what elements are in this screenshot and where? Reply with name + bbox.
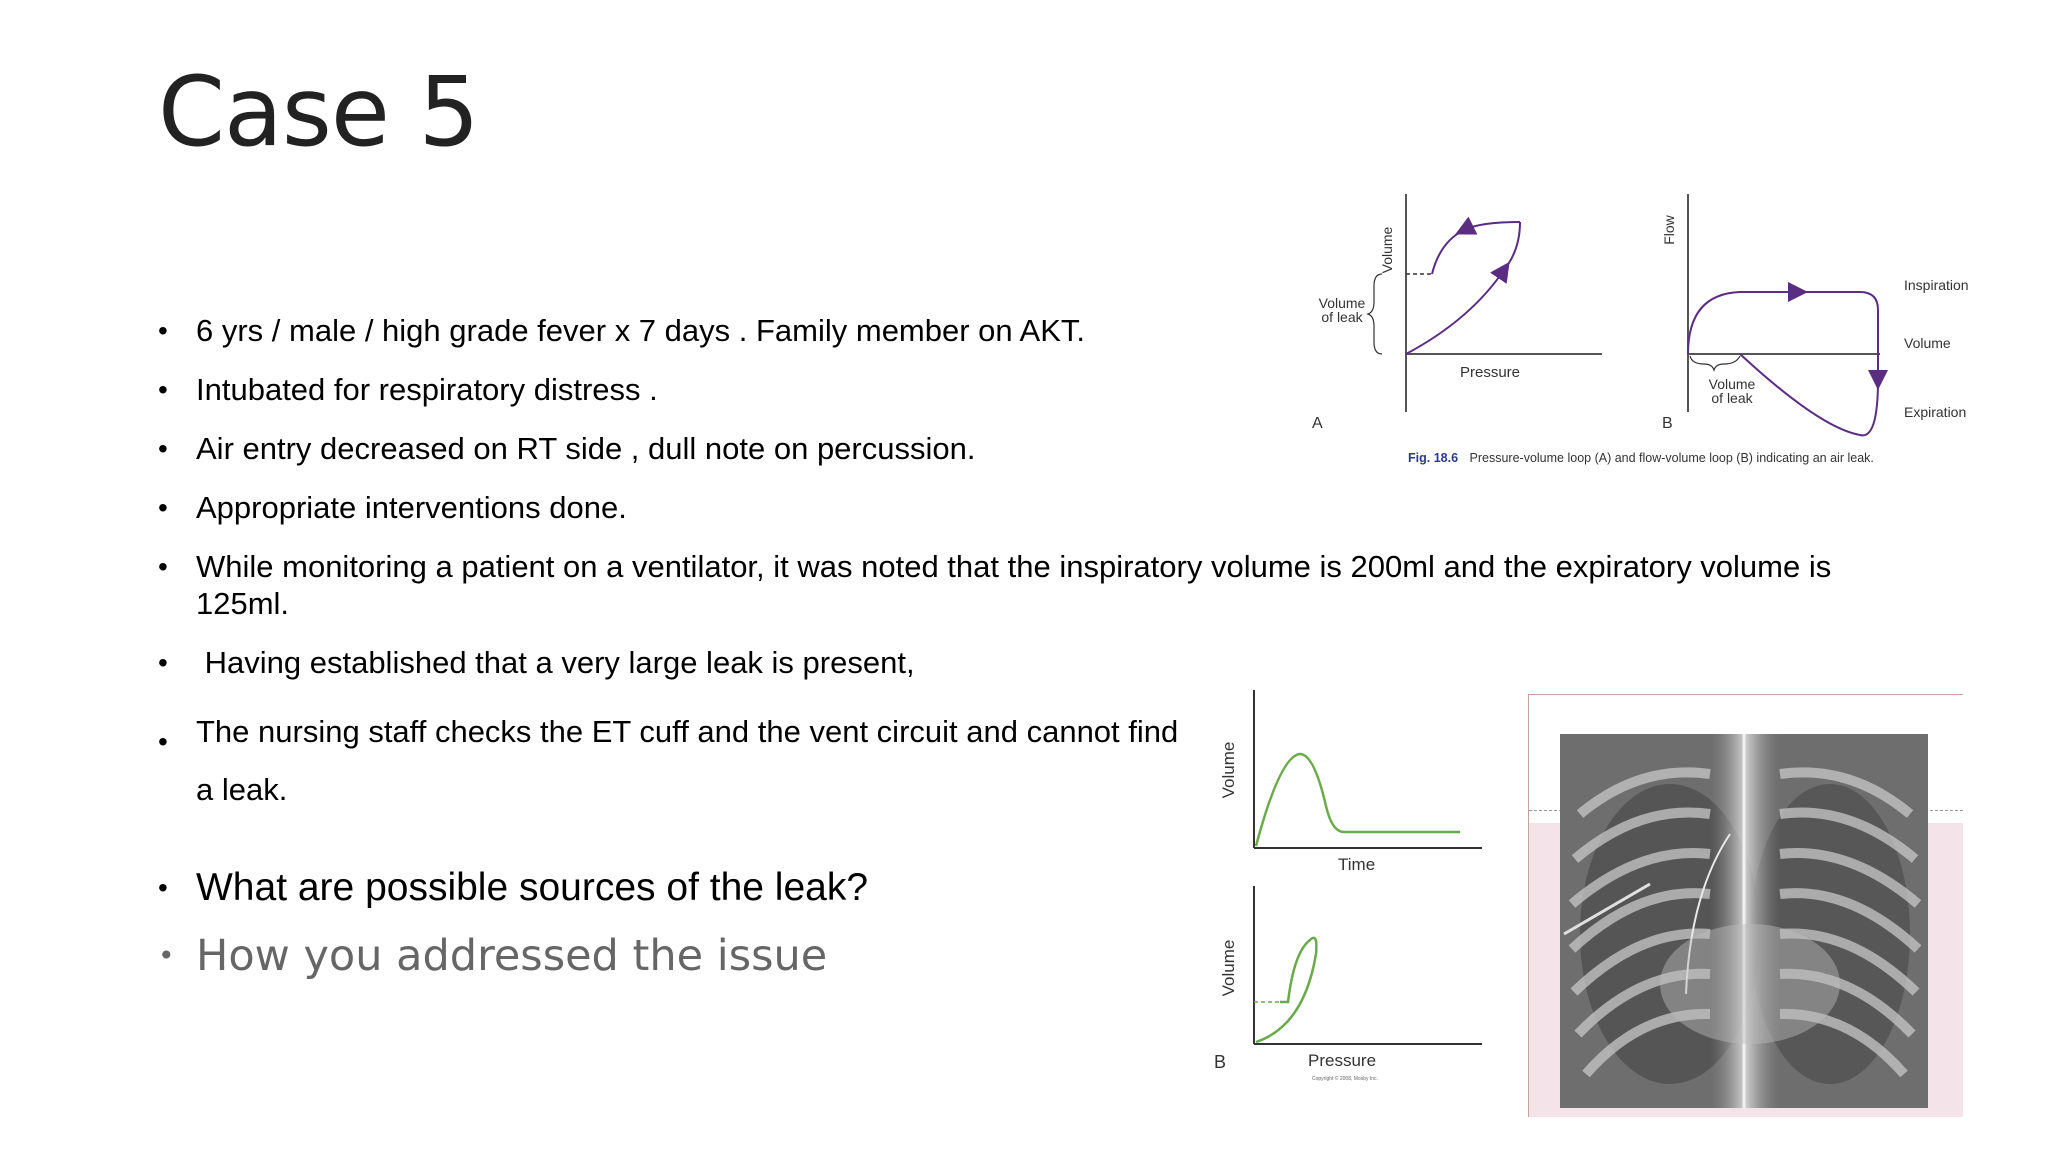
a-brace-label: Volume [1318,295,1366,311]
top-x-axis-label: Time [1338,855,1376,874]
slide-title: Case 5 [158,56,479,168]
b-expiration-label: Expiration [1904,404,1967,420]
chest-xray-image [1560,734,1928,1108]
question-bullet-muted: • How you addressed the issue [158,931,1918,981]
b-brace-label: of leak [1711,390,1753,406]
a-brace-label: of leak [1321,309,1363,325]
a-y-axis-label: Volume [1379,226,1395,274]
figure-caption [1408,451,1874,465]
b-volume-label: Volume [1904,335,1951,351]
volume-time-pressure-figure [1210,686,1500,1086]
air-leak-loops-figure [1300,190,2000,470]
caption-prefix: Fig. 18.6 [1408,451,1459,465]
pressure-volume-plot [1214,886,1482,1082]
bullet-item: • Having established that a very large leak is present, [158,644,1918,681]
bullet-item: • While monitoring a patient on a ventilator, it was noted that the inspiratory volume is 200ml and the expiratory volume is 125ml. [158,548,1918,622]
caption-text: Pressure-volume loop (A) and flow-volume loop (B) indicating an air leak. [1469,451,1874,465]
bullet-item: • Intubated for respiratory distress . [158,371,1918,408]
bottom-y-axis-label: Volume [1219,939,1238,997]
a-x-axis-label: Pressure [1460,364,1521,381]
bottom-x-axis-label: Pressure [1308,1051,1377,1070]
bullet-item: • The nursing staff checks the ET cuff and the vent circuit and cannot find a leak. [158,703,1196,819]
b-inspiration-label: Inspiration [1904,277,1969,293]
bullet-item: • Appropriate interventions done. [158,489,1918,526]
a-panel-letter: A [1312,415,1323,432]
pv-loop-panel-a [1312,194,1602,432]
b-panel-letter: B [1662,415,1673,432]
b-y-axis-label: Flow [1661,215,1677,245]
bullet-item: • 6 yrs / male / high grade fever x 7 days . Family member on AKT. [158,312,1918,349]
question-bullet: • What are possible sources of the leak? [158,865,1918,911]
xray-rendering [1560,734,1928,1108]
copyright-note: Copyright © 2008, Mosby Inc. [1312,1076,1378,1082]
volume-time-plot [1219,690,1482,874]
bullet-item: • Air entry decreased on RT side , dull note on percussion. [158,430,1918,467]
bottom-panel-letter: B [1214,1052,1227,1072]
top-y-axis-label: Volume [1219,741,1238,799]
b-brace-label: Volume [1708,376,1756,392]
flow-volume-loop-panel-b [1661,194,1969,435]
